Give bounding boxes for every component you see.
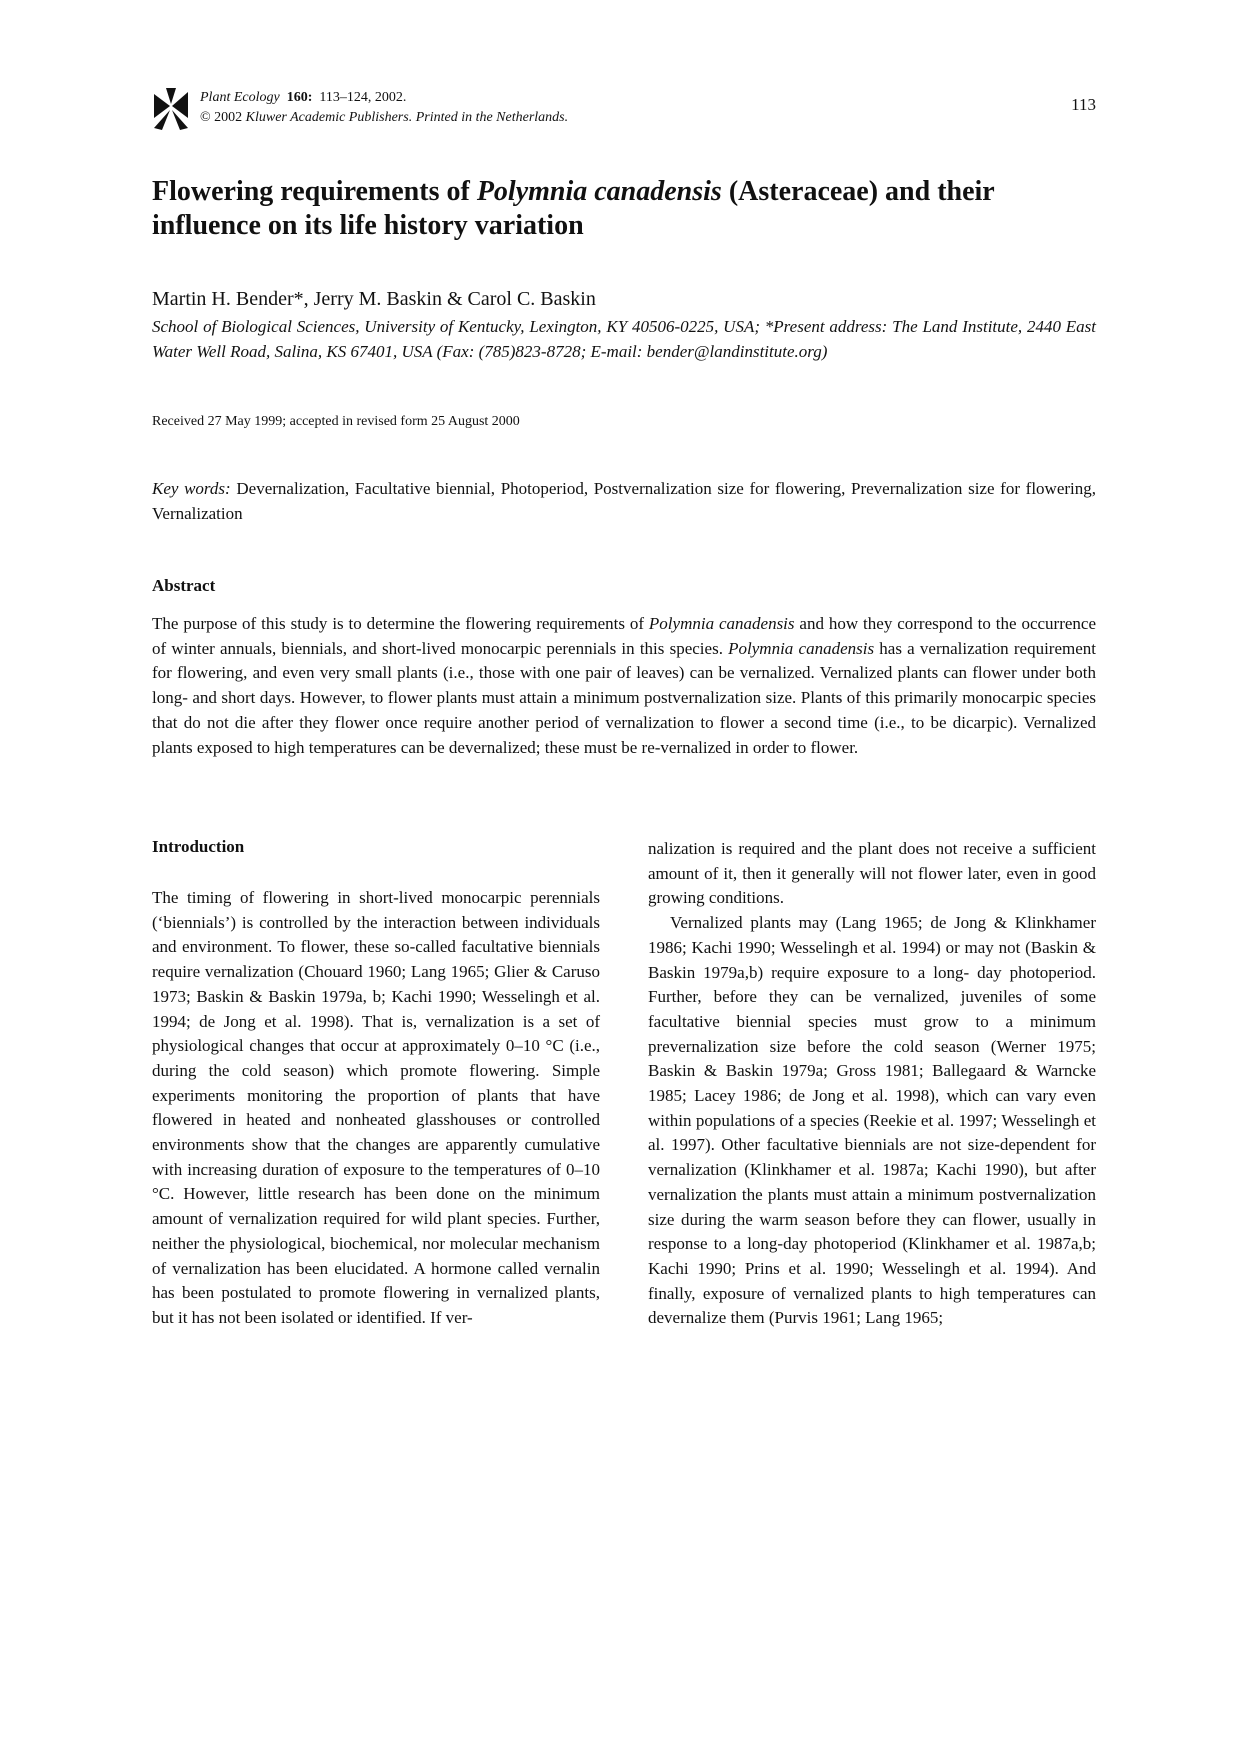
title-species: Polymnia canadensis: [476, 176, 722, 207]
paper-title: [152, 175, 1096, 243]
title-text: Flowering requirements of: [152, 176, 477, 207]
intro-paragraph-1-continued: nalization is required and the plant does not receive a sufficient amount of it, then it generally will not flower later, even in good growing conditions.: [648, 839, 1096, 908]
pages-year: 113–124, 2002.: [319, 90, 407, 105]
received-date: Received 27 May 1999; accepted in revised form 25 August 2000: [152, 414, 520, 429]
title-text: (Asteraceae) and their influence on its life history variation: [152, 176, 995, 241]
right-column: [648, 837, 1096, 1331]
abstract-text: [152, 612, 1096, 760]
affiliation: School of Biological Sciences, University of Kentucky, Lexington, KY 40506-0225, USA; *Present address: The Land Institute, 2440 East Water Well Road, Salina, KS 67401, USA (Fax: (785)823-8728; E-mail: bender@landinstitute.org): [152, 317, 1096, 361]
publisher-logo: [152, 88, 190, 130]
abstract-part: has a vernalization requirement for flowering, and even very small plants (i.e., those with one pair of leaves) can be vernalized. Vernalized plants can flower under both long- and short days. However, to flower plants must attain a minimum postvernalization size. Plants of this primarily monocarpic species that do not die after they flower once require another period of vernalization to flower a second time (i.e., to be dicarpic). Vernalized plants exposed to high temperatures can be devernalized; these must be re-vernalized in order to flower.: [152, 638, 1096, 757]
keywords-text: Devernalization, Facultative biennial, Photoperiod, Postvernalization size for flowering, Prevernalization size for flowering, Vernalization: [152, 479, 1096, 523]
keywords-label: Key words:: [152, 479, 231, 498]
volume: 160:: [286, 90, 313, 105]
copyright: © 2002: [200, 110, 243, 125]
journal-header: [200, 88, 568, 128]
species-name: Polymnia canadensis: [728, 638, 875, 658]
abstract-part: The purpose of this study is to determine the flowering requirements of: [152, 614, 649, 633]
left-column: [152, 886, 600, 1331]
journal-name: Plant Ecology: [200, 90, 280, 105]
page-number: 113: [1071, 95, 1096, 114]
abstract-part: and how they correspond to the occurrence of winter annuals, biennials, and short-lived monocarpic perennials in this species.: [152, 614, 1096, 658]
species-name: Polymnia canadensis: [648, 614, 795, 633]
intro-paragraph-1: The timing of flowering in short-lived monocarpic perennials (‘biennials’) is controlled by the interaction between individuals and environment. To flower, these so-called facultative biennials require vernalization (Chouard 1960; Lang 1965; Glier & Caruso 1973; Baskin & Baskin 1979a, b; Kachi 1990; Wesselingh et al. 1994; de Jong et al. 1998). That is, vernalization is a set of physiological changes that occur at approximately 0–10 °C (i.e., during the cold season) which promote flowering. Simple experiments monitoring the proportion of plants that have flowered in heated and nonheated glasshouses or controlled environments show that the changes are apparently cumulative with increasing duration of exposure to the temperatures of 0–10 °C. However, little research has been done on the minimum amount of vernalization required for wild plant species. Further, neither the physiological, biochemical, nor molecular mechanism of vernalization has been elucidated. A hormone called vernalin has been postulated to promote flowering in vernalized plants, but it has not been isolated or identified. If ver-: [152, 888, 600, 1327]
introduction-heading: Introduction: [152, 837, 245, 856]
intro-paragraph-2: Vernalized plants may (Lang 1965; de Jong & Klinkhamer 1986; Kachi 1990; Wesselingh et al. 1994) or may not (Baskin & Baskin 1979a,b) require exposure to a long- day photoperiod. Further, before they can be vernalized, juveniles of some facultative biennial species must grow to a minimum prevernalization size before the cold season (Werner 1975; Baskin & Baskin 1979a; Gross 1981; Ballegaard & Warncke 1985; Lacey 1986; de Jong et al. 1998), which can vary even within populations of a species (Reekie et al. 1997; Wesselingh et al. 1997). Other facultative biennials are not size-dependent for vernalization (Klinkhamer et al. 1987a; Kachi 1990), but after vernalization the plants must attain a minimum postvernalization size during the warm season before they can flower, usually in response to a long-day photoperiod (Klinkhamer et al. 1987a,b; Kachi 1990; Prins et al. 1990; Wesselingh et al. 1994). And finally, exposure of vernalized plants to high temperatures can devernalize them (Purvis 1961; Lang 1965;: [648, 913, 1096, 1328]
keywords: [152, 477, 1096, 526]
authors: Martin H. Bender*, Jerry M. Baskin & Carol C. Baskin: [152, 288, 596, 310]
publisher: Kluwer Academic Publishers. Printed in the Netherlands.: [245, 110, 569, 125]
abstract-heading: Abstract: [152, 576, 216, 595]
